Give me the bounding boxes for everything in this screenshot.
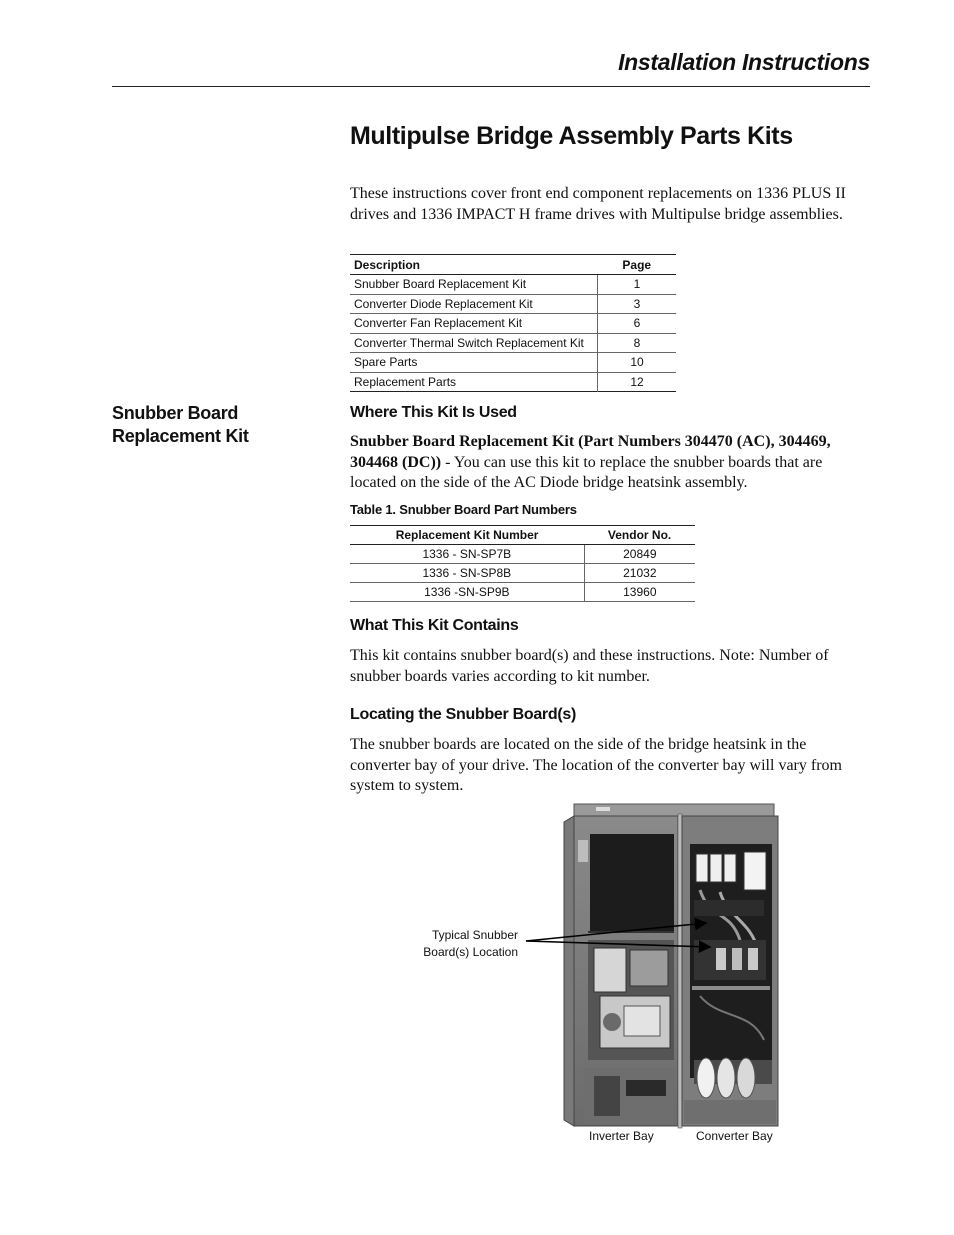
snubber-callout-label [380, 927, 518, 961]
row-page: 8 [598, 333, 677, 353]
page-title: Multipulse Bridge Assembly Parts Kits [350, 122, 793, 150]
vendor-number: 21032 [584, 564, 695, 583]
row-page: 3 [598, 294, 677, 314]
row-description: Converter Fan Replacement Kit [350, 314, 598, 334]
kit-number: 1336 -SN-SP9B [350, 583, 584, 602]
converter-bay-label: Converter Bay [696, 1129, 773, 1143]
table-row [350, 583, 695, 602]
where-paragraph [350, 432, 870, 494]
table-row [350, 545, 695, 564]
vendor-number: 13960 [584, 583, 695, 602]
callout-line-1: Typical Snubber [431, 928, 518, 942]
inverter-bay-label: Inverter Bay [589, 1129, 654, 1143]
callout-arrows [520, 915, 720, 965]
drive-cabinet-photo [560, 800, 782, 1130]
table-row [350, 353, 676, 373]
row-page: 12 [598, 372, 677, 392]
table-row [350, 564, 695, 583]
row-description: Converter Thermal Switch Replacement Kit [350, 333, 598, 353]
header-title: Installation Instructions [618, 49, 870, 75]
vendor-number-header: Vendor No. [584, 526, 695, 545]
description-header: Description [350, 255, 598, 275]
contents-table [350, 254, 676, 392]
where-heading: Where This Kit Is Used [350, 404, 517, 421]
row-page: 1 [598, 275, 677, 295]
row-description: Converter Diode Replacement Kit [350, 294, 598, 314]
table-row [350, 294, 676, 314]
table-row [350, 314, 676, 334]
callout-line-2: Board(s) Location [423, 945, 518, 959]
table-caption: Table 1. Snubber Board Part Numbers [350, 502, 577, 517]
page-header: Page [598, 255, 677, 275]
vendor-number: 20849 [584, 545, 695, 564]
header-rule [112, 86, 870, 87]
kit-number: 1336 - SN-SP8B [350, 564, 584, 583]
parts-header-row [350, 526, 695, 545]
where-body-text: - You can use this kit to replace the snubber boards that are located on the side of the AC Diode bridge heatsink assembly. [350, 453, 823, 491]
contains-heading: What This Kit Contains [350, 617, 519, 634]
contents-header-row [350, 255, 676, 275]
parts-table [350, 525, 695, 602]
contains-paragraph: This kit contains snubber board(s) and these instructions. Note: Number of snubber boards varies according to kit number. [350, 647, 829, 685]
where-bold-text: Snubber Board Replacement Kit (Part Numbers 304470 (AC), 304469, 304468 (DC)) [350, 433, 831, 471]
row-description: Replacement Parts [354, 374, 457, 389]
kit-number: 1336 - SN-SP7B [350, 545, 584, 564]
row-page: 10 [598, 353, 677, 373]
table-row [350, 372, 676, 392]
table-row [350, 333, 676, 353]
section-side-heading: Snubber Board Replacement Kit [112, 403, 249, 446]
row-description: Spare Parts [350, 353, 598, 373]
intro-paragraph: These instructions cover front end component replacements on 1336 PLUS II drives and 1336 IMPACT H frame drives with Multipulse bridge assemblies. [350, 185, 846, 223]
locating-paragraph: The snubber boards are located on the side of the bridge heatsink in the converter bay of your drive. The location of the converter bay will vary from system to system. [350, 736, 842, 794]
table-row [350, 275, 676, 295]
row-page: 6 [598, 314, 677, 334]
kit-number-header: Replacement Kit Number [350, 526, 584, 545]
locating-heading: Locating the Snubber Board(s) [350, 706, 576, 723]
row-description: Snubber Board Replacement Kit [350, 275, 598, 295]
